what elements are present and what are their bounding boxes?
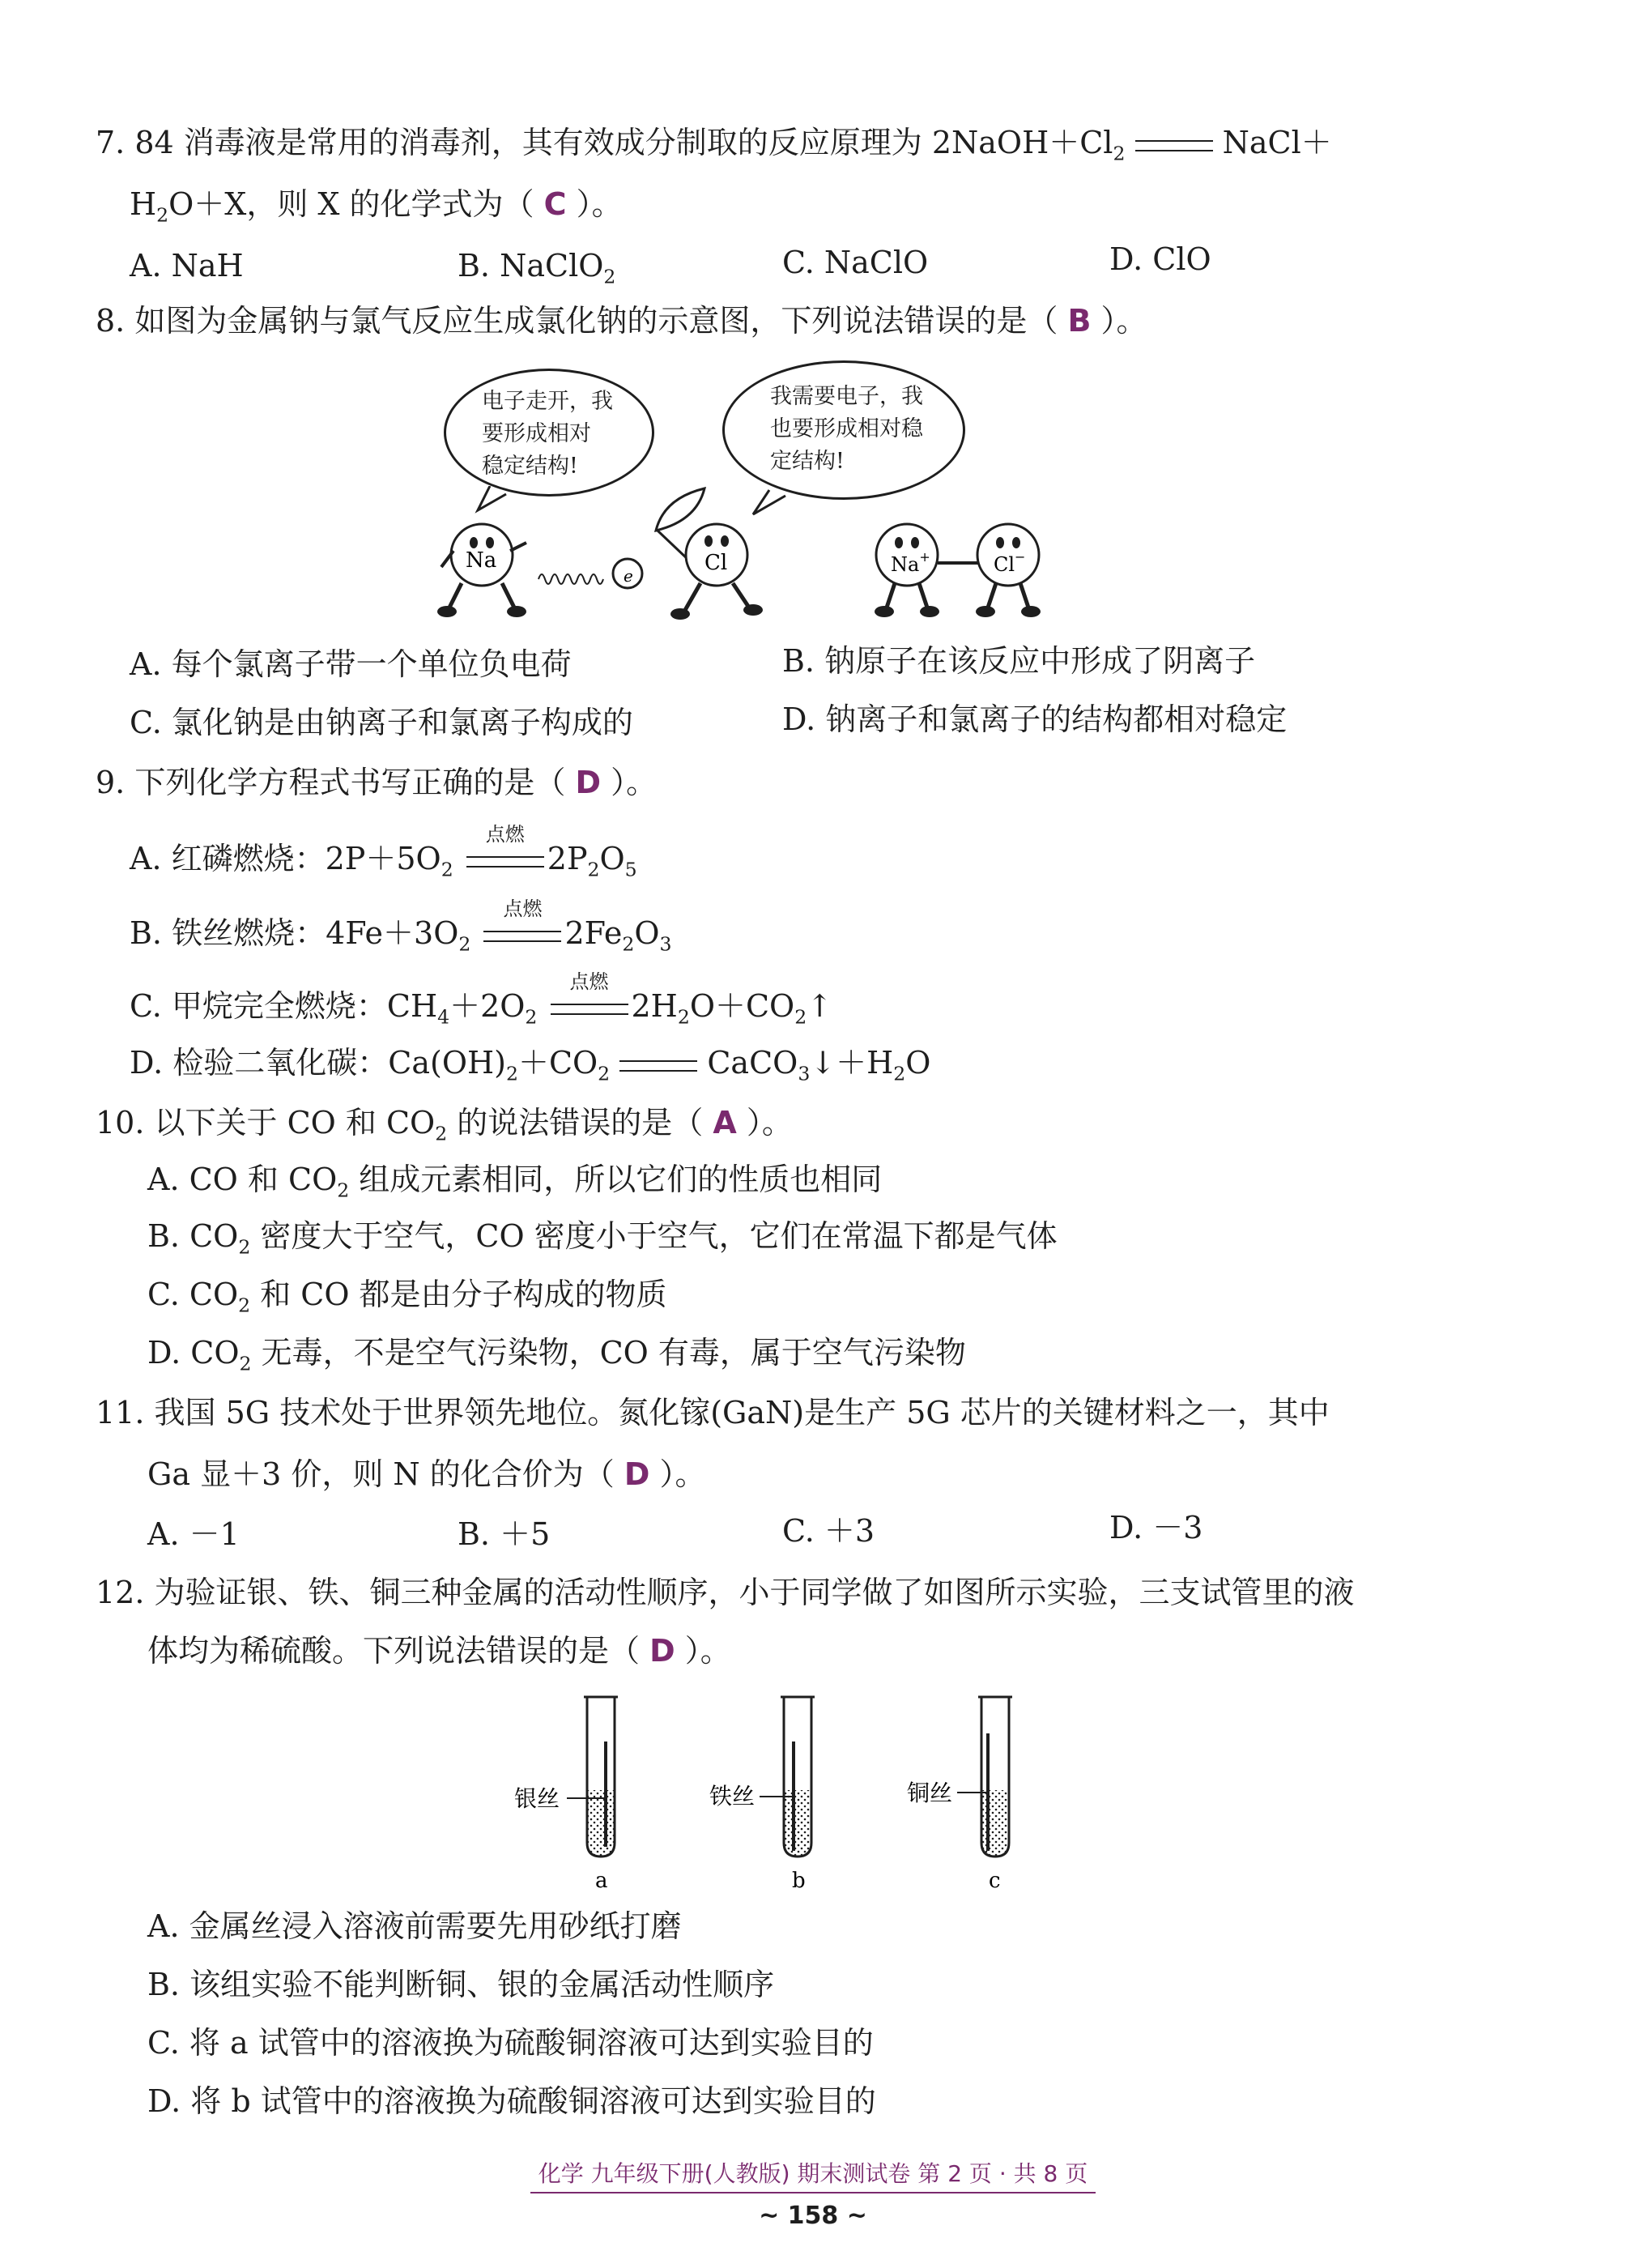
q7-option-b: B. NaClO$_2$ <box>458 248 616 288</box>
svg-text:Cl−: Cl− <box>994 549 1026 576</box>
q12-option-c: C. 将 a 试管中的溶液换为硫酸铜溶液可达到实验目的 <box>147 2025 874 2061</box>
q9-option-d: D. 检验二氧化碳：$Ca(OH)_2+CO_2$ $CaCO_3↓+H_2O$ <box>130 1045 931 1085</box>
q11-line2: Ga 显＋3 价，则 N 的化合价为（ D ）。 <box>147 1456 706 1492</box>
tube-a-label: 银丝 <box>514 1785 560 1812</box>
tube-c-tag: c <box>989 1869 1001 1893</box>
q8-stem: 8. 如图为金属钠与氯气反应生成氯化钠的示意图，下列说法错误的是（ B ）。 <box>96 303 1147 339</box>
q12-option-a: A. 金属丝浸入溶液前需要先用砂纸打磨 <box>147 1908 682 1944</box>
q12-line1: 12. 为验证银、铁、铜三种金属的活动性顺序，小于同学做了如图所示实验，三支试管里的液 <box>96 1575 1355 1610</box>
q9-option-a: A. 红磷燃烧：$2P+5O_2$ 点燃 $2P_2O_5$ <box>130 823 637 881</box>
q8-option-b: B. 钠原子在该反应中形成了阴离子 <box>782 643 1256 679</box>
tube-c-label: 铜丝 <box>907 1780 953 1806</box>
q9-option-b: B. 铁丝燃烧：$4Fe+3O_2$ 点燃 $2Fe_2O_3$ <box>130 897 672 956</box>
q7-option-d: D. ClO <box>1109 241 1211 277</box>
q8-answer: B <box>1067 303 1092 339</box>
q9-answer: D <box>575 765 601 800</box>
speech-bubble-left: 电子走开，我 要形成相对 稳定结构! <box>444 369 654 497</box>
equals-double-line <box>1135 140 1213 151</box>
footer-text: 化学 九年级下册(人教版) 期末测试卷 第 2 页 · 共 8 页 <box>530 2156 1096 2193</box>
test-tubes-diagram <box>502 1685 1069 1895</box>
q11-option-d: D. －3 <box>1109 1510 1203 1545</box>
test-tube-c <box>907 1697 1012 1893</box>
cl-label: Cl <box>704 551 728 575</box>
q10-option-a: A. CO 和 $CO_2$ 组成元素相同，所以它们的性质也相同 <box>147 1162 883 1202</box>
q7-line1: 7. 84 消毒液是常用的消毒剂，其有效成分制取的反应原理为 $2NaOH+Cl_2$ NaCl＋ <box>96 125 1332 165</box>
test-tube-a <box>514 1697 618 1893</box>
na-label: Na <box>466 548 497 573</box>
q10-option-c: C. $CO_2$ 和 CO 都是由分子构成的物质 <box>147 1277 667 1317</box>
q10-option-d: D. $CO_2$ 无毒，不是空气污染物，CO 有毒，属于空气污染物 <box>147 1335 966 1375</box>
tube-a-tag: a <box>595 1869 608 1893</box>
electron-label: e <box>624 566 633 586</box>
q12-line2: 体均为稀硫酸。下列说法错误的是（ D ）。 <box>147 1633 731 1669</box>
reaction-condition: 点燃 <box>483 914 561 953</box>
q7-answer: C <box>543 186 567 222</box>
sodium-chloride-ions-illustration <box>858 502 1069 624</box>
q7-option-a: A. NaH <box>130 248 244 284</box>
test-tube-b <box>709 1697 815 1893</box>
q10-option-b: B. $CO_2$ 密度大于空气，CO 密度小于空气，它们在常温下都是气体 <box>147 1218 1058 1259</box>
q7-line2: $H_2O+X$，则 X 的化学式为（ C ）。 <box>130 186 623 227</box>
butterfly-net-icon <box>656 488 704 531</box>
q11-line1: 11. 我国 5G 技术处于世界领先地位。氮化镓(GaN)是生产 5G 芯片的关键材料之一，其中 <box>96 1395 1330 1430</box>
q11-option-c: C. ＋3 <box>782 1513 875 1549</box>
sodium-chlorine-reaction-illustration <box>429 486 834 624</box>
svg-text:Na+: Na+ <box>891 549 930 576</box>
q11-answer: D <box>624 1456 650 1492</box>
cl-ion-label: Cl <box>994 553 1015 576</box>
q8-option-c: C. 氯化钠是由钠离子和氯离子构成的 <box>130 705 633 740</box>
speech-bubble-right: 我需要电子，我 也要形成相对稳 定结构! <box>722 360 965 500</box>
q11-option-b: B. ＋5 <box>458 1516 551 1552</box>
q11-option-a: A. －1 <box>147 1516 240 1552</box>
q9-stem: 9. 下列化学方程式书写正确的是（ D ）。 <box>96 765 658 800</box>
tube-b-label: 铁丝 <box>709 1783 756 1810</box>
q12-option-b: B. 该组实验不能判断铜、银的金属活动性顺序 <box>147 1967 775 2002</box>
q12-option-d: D. 将 b 试管中的溶液换为硫酸铜溶液可达到实验目的 <box>147 2083 876 2119</box>
q9-option-c: C. 甲烷完全燃烧：$CH_4+2O_2$ 点燃 $2H_2O+CO_2↑$ <box>130 970 833 1029</box>
na-ion-label: Na <box>891 553 920 576</box>
tube-b-tag: b <box>792 1869 806 1893</box>
page-number: ~ 158 ~ <box>759 2202 867 2230</box>
reaction-condition: 点燃 <box>466 839 544 878</box>
reaction-condition: 点燃 <box>551 987 628 1025</box>
q7-option-c: C. NaClO <box>782 245 929 280</box>
equals-double-line <box>619 1060 697 1072</box>
q8-option-d: D. 钠离子和氯离子的结构都相对稳定 <box>782 701 1288 737</box>
q10-answer: A <box>713 1105 737 1140</box>
q12-answer: D <box>649 1633 675 1669</box>
q8-option-a: A. 每个氯离子带一个单位负电荷 <box>130 646 572 682</box>
q10-stem: 10. 以下关于 CO 和 $CO_2$ 的说法错误的是（ A ）。 <box>96 1105 793 1145</box>
footer <box>0 2156 1626 2193</box>
